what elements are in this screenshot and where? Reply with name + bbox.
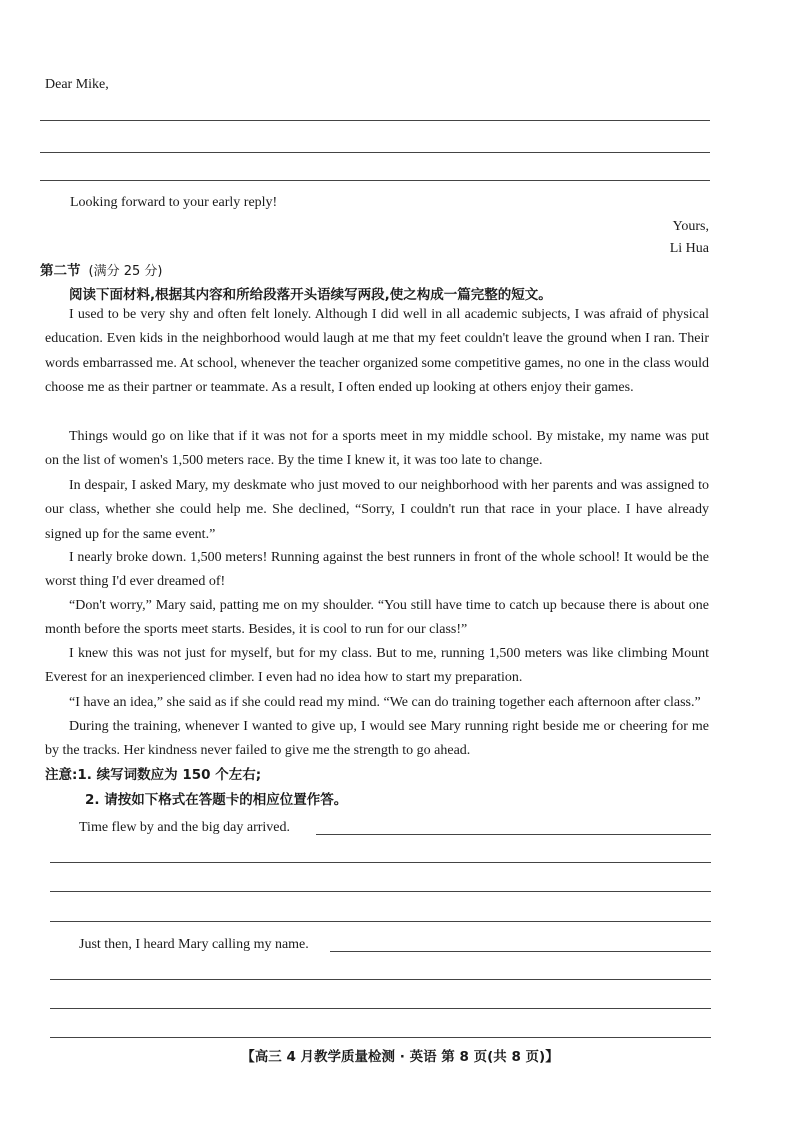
- prompt-second: Just then, I heard Mary calling my name.: [79, 937, 309, 952]
- letter-signature: Li Hua: [669, 241, 709, 256]
- page-footer: 【高三 4 月教学质量检测 · 英语 第 8 页(共 8 页)】: [241, 1049, 559, 1065]
- writing-line-1[interactable]: [50, 862, 711, 863]
- story-paragraph-8: During the training, whenever I wanted to give up, I would see Mary running right beside me or cheering for me by the tracks. Her kindness never failed to give me the strength to go ahead.: [45, 719, 709, 759]
- story-paragraph-3: In despair, I asked Mary, my deskmate who just moved to our neighborhood with her parents and was assigned to our class, whether she could help me. She declined, “Sorry, I couldn't run that race in your place. I have already signed up for the same event.”: [45, 478, 709, 542]
- notes-item-1: 1. 续写词数应为 150 个左右;: [77, 767, 262, 783]
- writing-line-3[interactable]: [50, 921, 711, 922]
- notes-item-2: 2. 请按如下格式在答题卡的相应位置作答。: [85, 792, 348, 808]
- letter-salutation: Dear Mike,: [45, 77, 109, 92]
- prompt-first-inline-line[interactable]: [316, 834, 711, 835]
- section-score: (满分 25 分): [88, 264, 163, 279]
- story-paragraph-2: Things would go on like that if it was not for a sports meet in my middle school. By mistake, my name was put on the list of women's 1,500 meters race. By the time I knew it, it was too late to change.: [45, 429, 709, 469]
- section-instruction: 阅读下面材料,根据其内容和所给段落开头语续写两段,使之构成一篇完整的短文。: [69, 287, 552, 303]
- answer-line-1: [40, 120, 710, 121]
- story-paragraph-6: I knew this was not just for myself, but for my class. But to me, running 1,500 meters was like climbing Mount Everest for an inexperienced climber. I even had no idea how to start my preparation.: [45, 646, 709, 686]
- writing-line-5[interactable]: [50, 1008, 711, 1009]
- prompt-first: Time flew by and the big day arrived.: [79, 820, 290, 835]
- story-paragraph-7: “I have an idea,” she said as if she could read my mind. “We can do training together each afternoon after class.”: [69, 695, 701, 710]
- story-paragraph-5: “Don't worry,” Mary said, patting me on my shoulder. “You still have time to catch up because there is about one month before the sports meet starts. Besides, it is cool to run for our class!”: [45, 598, 709, 638]
- notes-item-1-row: [45, 763, 261, 787]
- story-paragraph-1: I used to be very shy and often felt lonely. Although I did well in all academic subjects, I was afraid of physical education. Even kids in the neighborhood would laugh at me that my feet couldn't leave the ground when I ran. Their words embarrassed me. At school, whenever the teacher organized some competitive games, no one in the class would choose me as their partner or teammate. As a result, I often ended up looking at others enjoy their games.: [45, 307, 709, 396]
- writing-line-6[interactable]: [50, 1037, 711, 1038]
- prompt-second-inline-line[interactable]: [330, 951, 711, 952]
- answer-line-3: [40, 180, 710, 181]
- section-heading: [40, 259, 162, 284]
- letter-closing: Looking forward to your early reply!: [70, 195, 278, 210]
- notes-label: 注意:: [45, 767, 78, 783]
- writing-line-4[interactable]: [50, 979, 711, 980]
- writing-line-2[interactable]: [50, 891, 711, 892]
- section-title: 第二节: [40, 263, 81, 279]
- story-paragraph-4: I nearly broke down. 1,500 meters! Running against the best runners in front of the whole school! It would be the worst thing I'd ever dreamed of!: [45, 550, 709, 590]
- answer-line-2: [40, 152, 710, 153]
- letter-signoff: Yours,: [672, 219, 709, 234]
